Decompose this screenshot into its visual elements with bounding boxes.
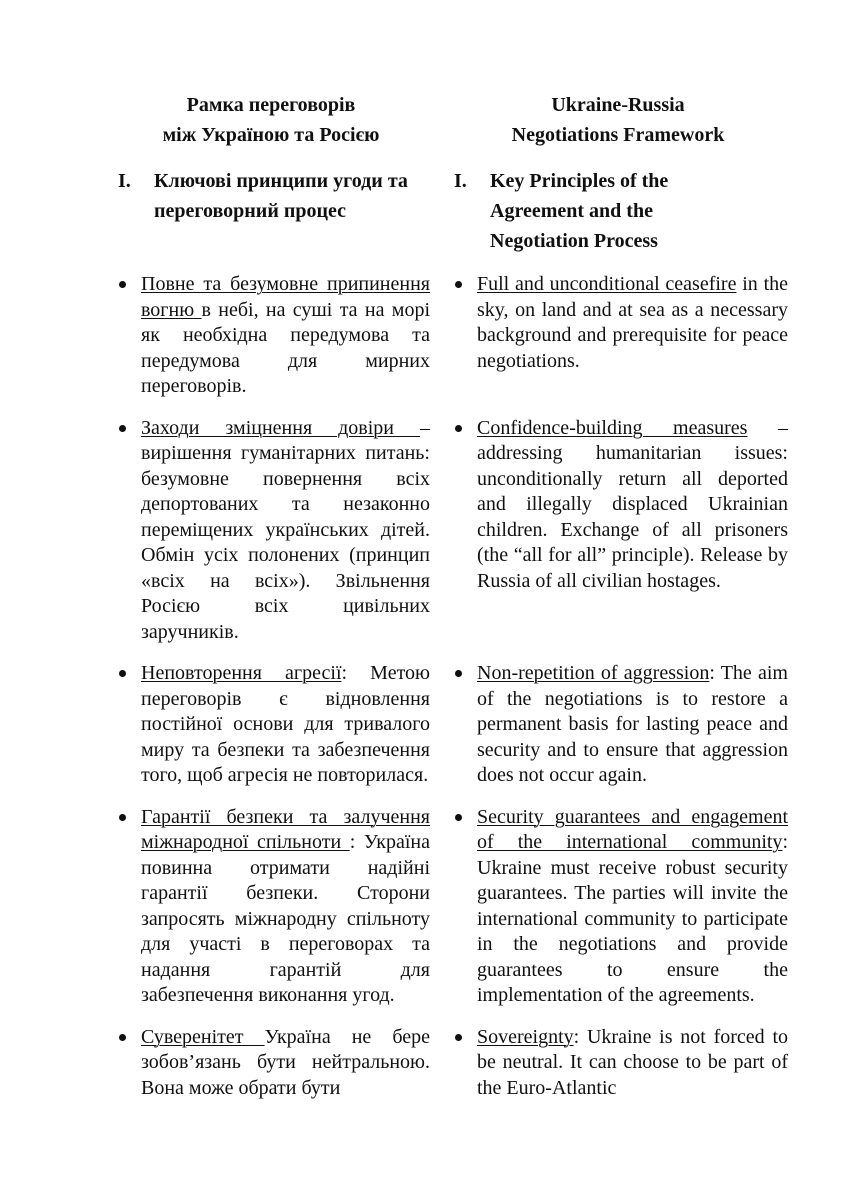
title-ukrainian-line2: між Україною та Росією: [162, 124, 380, 146]
bullet-marker-icon: [455, 281, 462, 288]
bullet-text: [141, 1025, 430, 1102]
bullet-lead-underlined: Повне та безумовне припинення вогню: [141, 273, 430, 321]
bullet-lead-underlined: Sovereignty: [477, 1025, 574, 1048]
bullet-en-3: [448, 661, 788, 789]
bullet-marker-icon: [119, 281, 126, 288]
bullet-uk-4: [112, 805, 430, 1009]
bullet-rest: : Ukraine is not forced to be neutral. It can choose to be part of the Euro-Atlantic: [477, 1025, 788, 1099]
bullet-en-4: [448, 805, 788, 1009]
bullet-lead-underlined: Full and unconditional ceasefire: [477, 273, 737, 295]
bullet-marker-icon: [119, 1034, 126, 1041]
bullet-text: [477, 272, 788, 374]
bullet-text: [477, 661, 788, 789]
bullet-uk-1: [112, 272, 430, 400]
bullet-rest: в небі, на суші та на морі як необхідна передумова та передумова для мирних переговорів.: [141, 298, 431, 397]
bullet-uk-5: [112, 1025, 430, 1102]
bullet-marker-icon: [455, 1034, 462, 1041]
bullet-lead-underlined: Security guarantees and engagement of the international community: [477, 805, 788, 853]
title-english-line2: Negotiations Framework: [511, 124, 725, 146]
bullet-en-2: [448, 416, 788, 646]
bullet-rest: : The aim of the negotiations is to restore a permanent basis for lasting peace and security and to ensure that aggression does not occur again.: [477, 662, 788, 786]
section-heading-english: [448, 166, 788, 256]
bullet-uk-3: [112, 661, 430, 789]
section-heading-ukrainian-text: Ключові принципи угоди та переговорний процес: [154, 170, 408, 222]
bullet-lead-underlined: Суверенітет: [141, 1025, 265, 1048]
bullet-rest: Україна не бере зобов’язань бути нейтральною. Вона може обрати бути: [141, 1025, 430, 1099]
bullet-marker-icon: [455, 425, 462, 432]
bullet-text: [477, 416, 788, 595]
section-heading-ukrainian: [112, 166, 430, 256]
bullet-marker-icon: [119, 425, 126, 432]
bullet-rest: – addressing humanitarian issues: unconditionally return all deported and illegally displaced Ukrainian children. Exchange of all prisoners (the “all for all” principle). Release by Russia of all civilian hostages.: [477, 416, 788, 592]
title-english-line1: Ukraine-Russia: [551, 94, 685, 116]
section-numeral-english: I.: [454, 170, 467, 192]
title-english: [448, 90, 788, 150]
bullet-text: [477, 805, 788, 1009]
bullet-lead-underlined: Confidence-building measures: [477, 416, 748, 439]
bullet-text: [477, 1025, 788, 1102]
section-numeral-ukrainian: I.: [118, 170, 131, 192]
bullet-rest: : Україна повинна отримати надійні гарантії безпеки. Сторони запросять міжнародну спільноту для участі в переговорах та надання гарантій для забезпечення виконання угод.: [141, 831, 430, 1006]
bullet-rest: : Ukraine must receive robust security guarantees. The parties will invite the international community to participate in the negotiations and provide guarantees to ensure the implementation of the agreements.: [477, 831, 788, 1006]
bullet-lead-underlined: Non-repetition of aggression: [477, 662, 710, 684]
bullet-rest: : Метою переговорів є відновлення постійної основи для тривалого миру та безпеки та забезпечення того, щоб агресія не повторилася.: [141, 662, 430, 786]
bullet-en-5: [448, 1025, 788, 1102]
bullet-text: [141, 272, 430, 400]
bullet-marker-icon: [455, 814, 462, 821]
bullet-rest: in the sky, on land and at sea as a necessary background and prerequisite for peace negotiations.: [477, 273, 789, 372]
bullet-lead-underlined: Гарантії безпеки та залучення міжнародної спільноти: [141, 805, 430, 853]
section-heading-english-text: Key Principles of the Agreement and the Negotiation Process: [490, 170, 669, 252]
bullet-text: [141, 805, 430, 1009]
bullet-text: [141, 416, 430, 646]
bullet-uk-2: [112, 416, 430, 646]
bullet-lead-underlined: Заходи зміцнення довіри: [141, 416, 420, 439]
bullet-marker-icon: [119, 670, 126, 677]
bullet-rest: – вирішення гуманітарних питань: безумовне повернення всіх депортованих та незаконно переміщених українських дітей. Обмін усіх полонених (принцип «всіх на всіх»). Звільнення Росією всіх цивільних заручників.: [141, 416, 430, 643]
bullet-marker-icon: [455, 670, 462, 677]
bullet-en-1: [448, 272, 788, 400]
title-ukrainian-line1: Рамка переговорів: [186, 94, 356, 116]
title-ukrainian: [112, 90, 430, 150]
bullet-text: [141, 661, 430, 789]
bullet-lead-underlined: Неповторення агресії: [141, 662, 342, 684]
bullet-marker-icon: [119, 814, 126, 821]
